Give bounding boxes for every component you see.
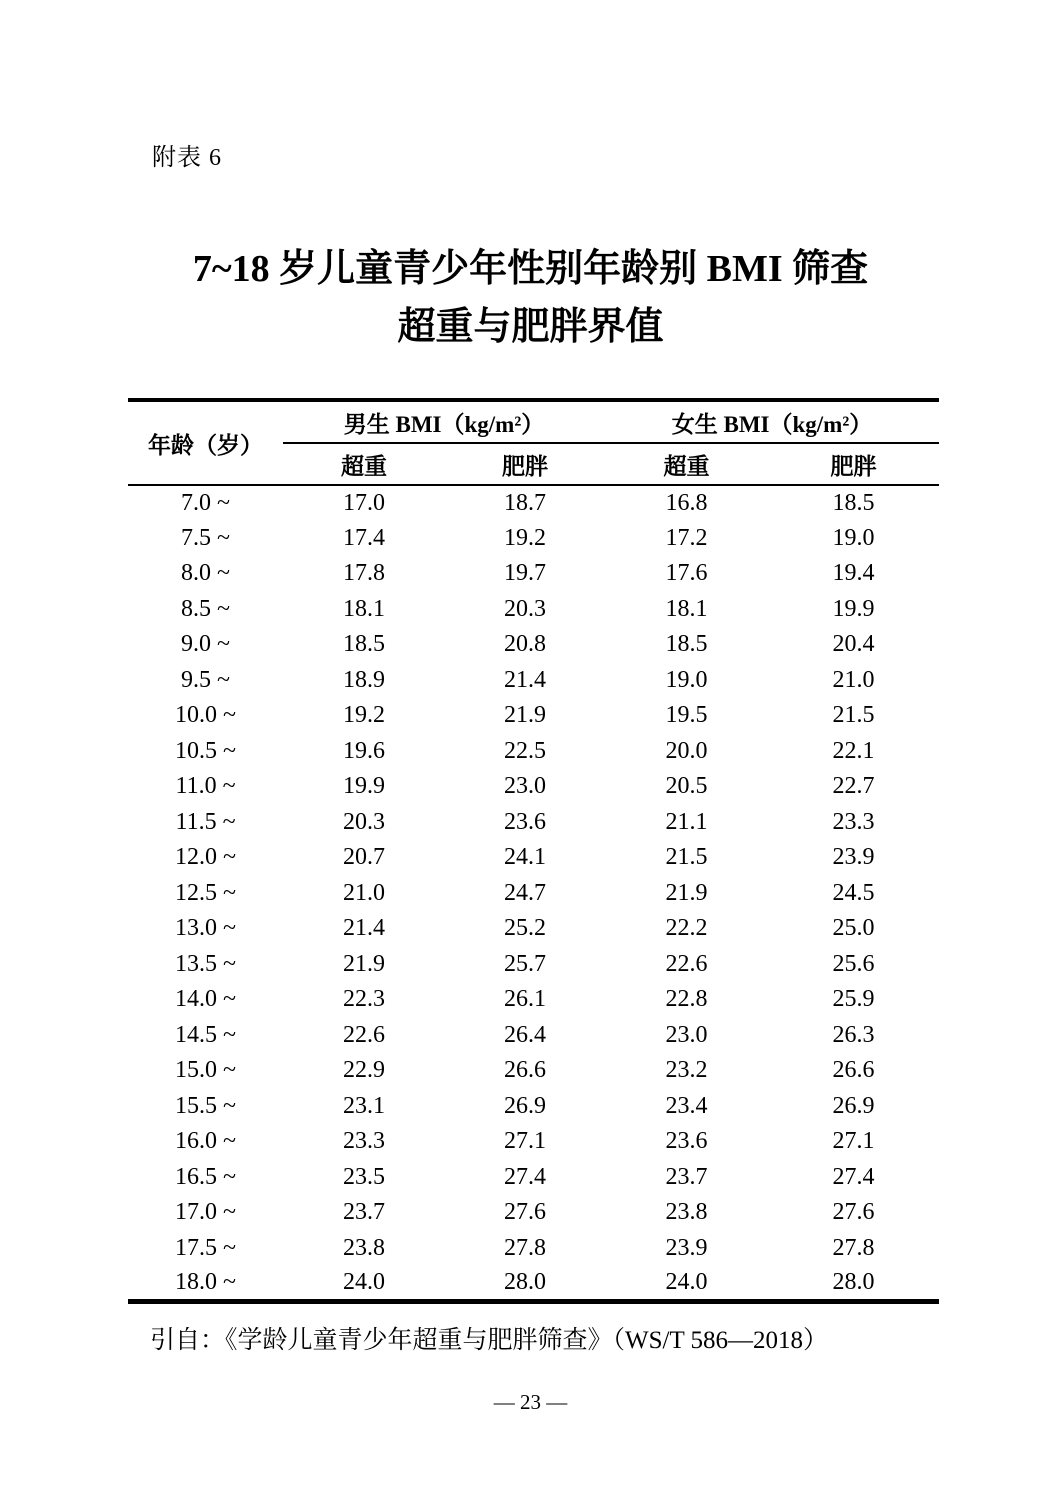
bmi-value-cell: 27.8: [832, 1234, 875, 1261]
age-cell: 7.5 ~: [181, 524, 230, 551]
bmi-value-cell: 21.4: [343, 915, 385, 942]
bmi-value-cell: 18.5: [343, 631, 385, 658]
bmi-value-cell: 17.4: [343, 524, 385, 551]
bmi-value-cell: 21.9: [665, 879, 708, 906]
bmi-value-cell: 26.9: [832, 1092, 875, 1119]
bmi-value-cell: 27.4: [832, 1163, 875, 1190]
bmi-value-cell: 27.4: [504, 1163, 546, 1190]
bmi-value-cell: 22.3: [343, 986, 385, 1013]
table-row: [128, 698, 939, 734]
bmi-value-cell: 22.5: [504, 737, 546, 764]
bmi-value-cell: 22.9: [343, 1057, 385, 1084]
age-cell: 14.0 ~: [175, 986, 236, 1013]
bmi-value-cell: 26.3: [832, 1021, 875, 1048]
bmi-value-cell: 19.4: [832, 560, 875, 587]
age-cell: 9.0 ~: [181, 631, 230, 658]
age-cell: 13.5 ~: [175, 950, 236, 977]
bmi-value-cell: 19.5: [665, 702, 708, 729]
table-row: [128, 911, 939, 947]
subheader-girls-obese: 肥胖: [768, 443, 939, 485]
bmi-value-cell: 26.4: [504, 1021, 546, 1048]
bmi-value-cell: 23.7: [665, 1163, 708, 1190]
table-row: [128, 485, 939, 521]
bmi-table: [128, 398, 939, 1304]
bmi-value-cell: 22.6: [665, 950, 708, 977]
age-cell: 15.0 ~: [175, 1057, 236, 1084]
citation: 引自：《学龄儿童青少年超重与肥胖筛查》（WS/T 586—2018）: [150, 1327, 829, 1354]
table-row: [128, 1231, 939, 1267]
bmi-value-cell: 23.3: [832, 808, 875, 835]
age-cell: 16.0 ~: [175, 1128, 236, 1155]
bmi-value-cell: 19.9: [832, 595, 875, 622]
bmi-value-cell: 21.5: [832, 702, 875, 729]
age-cell: 12.5 ~: [175, 879, 236, 906]
age-cell: 9.5 ~: [181, 666, 230, 693]
bmi-value-cell: 19.7: [504, 560, 546, 587]
bmi-value-cell: 22.6: [343, 1021, 385, 1048]
bmi-value-cell: 23.6: [665, 1128, 708, 1155]
page-number: — 23 —: [493, 1390, 568, 1414]
age-cell: 8.5 ~: [181, 595, 230, 622]
bmi-value-cell: 23.9: [665, 1234, 708, 1261]
page-title: [0, 240, 1061, 356]
bmi-value-cell: 24.5: [832, 879, 875, 906]
subheader-girls-overweight: 超重: [605, 443, 768, 485]
bmi-value-cell: 21.1: [665, 808, 708, 835]
group-header-row: [128, 400, 939, 443]
table-row: [128, 734, 939, 770]
table-header: [128, 400, 939, 485]
bmi-value-cell: 20.8: [504, 631, 546, 658]
bmi-value-cell: 20.0: [665, 737, 708, 764]
table-row: [128, 556, 939, 592]
appendix-label: 附表 6: [152, 145, 222, 171]
bmi-value-cell: 26.6: [832, 1057, 875, 1084]
table-row: [128, 840, 939, 876]
bmi-value-cell: 27.6: [504, 1199, 546, 1226]
table-row: [128, 1089, 939, 1125]
bmi-value-cell: 19.9: [343, 773, 385, 800]
age-cell: 12.0 ~: [175, 844, 236, 871]
bmi-value-cell: 26.1: [504, 986, 546, 1013]
age-cell: 7.0 ~: [181, 489, 230, 516]
age-column-header: 年龄（岁）: [128, 400, 283, 485]
bmi-value-cell: 20.3: [343, 808, 385, 835]
age-cell: 14.5 ~: [175, 1021, 236, 1048]
page-title-line2: 超重与肥胖界值: [397, 306, 664, 348]
bmi-value-cell: 23.0: [504, 773, 546, 800]
bmi-value-cell: 25.9: [832, 986, 875, 1013]
bmi-value-cell: 18.5: [832, 489, 875, 516]
table-row: [128, 521, 939, 557]
bmi-value-cell: 23.9: [832, 844, 875, 871]
table-row: [128, 1124, 939, 1160]
bmi-value-cell: 27.6: [832, 1199, 875, 1226]
bmi-value-cell: 22.8: [665, 986, 708, 1013]
bmi-value-cell: 18.1: [343, 595, 385, 622]
table-row: [128, 1053, 939, 1089]
bmi-value-cell: 23.0: [665, 1021, 708, 1048]
bmi-value-cell: 18.7: [504, 489, 546, 516]
table-row: [128, 982, 939, 1018]
age-cell: 11.5 ~: [175, 808, 236, 835]
bmi-value-cell: 23.4: [665, 1092, 708, 1119]
bmi-value-cell: 18.5: [665, 631, 708, 658]
bmi-value-cell: 22.7: [832, 773, 875, 800]
bmi-value-cell: 25.7: [504, 950, 546, 977]
bmi-value-cell: 19.6: [343, 737, 385, 764]
bmi-value-cell: 22.1: [832, 737, 875, 764]
bmi-value-cell: 23.7: [343, 1199, 385, 1226]
bmi-table-container: [128, 398, 939, 1304]
page-title-line1: 7~18 岁儿童青少年性别年龄别 BMI 筛查: [192, 248, 869, 290]
age-cell: 13.0 ~: [175, 915, 236, 942]
bmi-value-cell: 21.9: [343, 950, 385, 977]
bmi-value-cell: 23.2: [665, 1057, 708, 1084]
table-row: [128, 592, 939, 628]
table-row: [128, 769, 939, 805]
bmi-value-cell: 21.5: [665, 844, 708, 871]
bmi-value-cell: 23.6: [504, 808, 546, 835]
bmi-value-cell: 26.9: [504, 1092, 546, 1119]
bmi-value-cell: 19.2: [343, 702, 385, 729]
age-cell: 8.0 ~: [181, 560, 230, 587]
table-row: [128, 663, 939, 699]
bmi-value-cell: 27.1: [504, 1128, 546, 1155]
table-row: [128, 947, 939, 983]
subheader-boys-overweight: 超重: [283, 443, 445, 485]
bmi-value-cell: 24.0: [665, 1269, 708, 1295]
boys-group-header: 男生 BMI（kg/m²）: [283, 400, 605, 443]
bmi-value-cell: 18.9: [343, 666, 385, 693]
bmi-value-cell: 28.0: [832, 1269, 875, 1295]
bmi-value-cell: 27.8: [504, 1234, 546, 1261]
bmi-value-cell: 21.0: [832, 666, 875, 693]
age-cell: 17.0 ~: [175, 1199, 236, 1226]
table-row: [128, 1018, 939, 1054]
age-cell: 17.5 ~: [175, 1234, 236, 1261]
girls-group-header: 女生 BMI（kg/m²）: [605, 400, 939, 443]
bmi-value-cell: 21.9: [504, 702, 546, 729]
bmi-value-cell: 24.0: [343, 1269, 385, 1295]
bmi-value-cell: 18.1: [665, 595, 708, 622]
bmi-value-cell: 21.4: [504, 666, 546, 693]
bmi-value-cell: 19.0: [832, 524, 875, 551]
bmi-value-cell: 25.6: [832, 950, 875, 977]
bmi-value-cell: 23.8: [665, 1199, 708, 1226]
bmi-value-cell: 20.3: [504, 595, 546, 622]
bmi-value-cell: 17.0: [343, 489, 385, 516]
table-row: [128, 1160, 939, 1196]
bmi-value-cell: 20.7: [343, 844, 385, 871]
table-row: [128, 627, 939, 663]
bmi-value-cell: 19.2: [504, 524, 546, 551]
bmi-value-cell: 25.2: [504, 915, 546, 942]
bmi-value-cell: 26.6: [504, 1057, 546, 1084]
bmi-value-cell: 17.8: [343, 560, 385, 587]
bmi-value-cell: 16.8: [665, 489, 708, 516]
bmi-value-cell: 24.7: [504, 879, 546, 906]
bmi-value-cell: 24.1: [504, 844, 546, 871]
table-row: [128, 1266, 939, 1302]
bmi-value-cell: 25.0: [832, 915, 875, 942]
bmi-value-cell: 23.1: [343, 1092, 385, 1119]
bmi-value-cell: 23.8: [343, 1234, 385, 1261]
age-cell: 16.5 ~: [175, 1163, 236, 1190]
subheader-boys-obese: 肥胖: [445, 443, 605, 485]
table-body: [128, 485, 939, 1302]
age-cell: 10.0 ~: [175, 702, 236, 729]
age-cell: 10.5 ~: [175, 737, 236, 764]
bmi-value-cell: 21.0: [343, 879, 385, 906]
age-cell: 11.0 ~: [175, 773, 236, 800]
bmi-value-cell: 17.6: [665, 560, 708, 587]
table-row: [128, 1195, 939, 1231]
table-row: [128, 805, 939, 841]
table-row: [128, 876, 939, 912]
bmi-value-cell: 19.0: [665, 666, 708, 693]
age-cell: 15.5 ~: [175, 1092, 236, 1119]
bmi-value-cell: 28.0: [504, 1269, 546, 1295]
bmi-value-cell: 23.3: [343, 1128, 385, 1155]
bmi-value-cell: 20.5: [665, 773, 708, 800]
bmi-value-cell: 17.2: [665, 524, 708, 551]
bmi-value-cell: 23.5: [343, 1163, 385, 1190]
bmi-value-cell: 20.4: [832, 631, 875, 658]
bmi-value-cell: 22.2: [665, 915, 708, 942]
bmi-value-cell: 27.1: [832, 1128, 875, 1155]
age-cell: 18.0 ~: [175, 1269, 236, 1295]
